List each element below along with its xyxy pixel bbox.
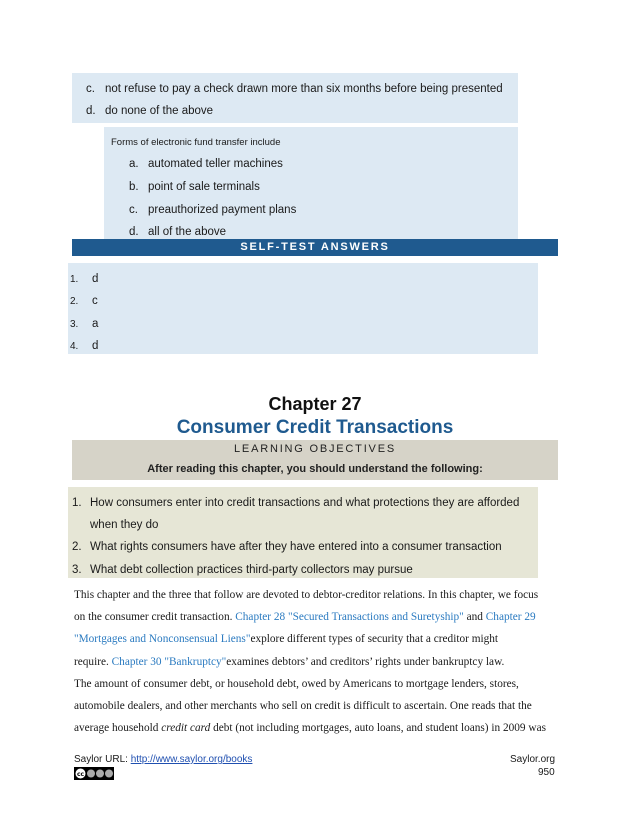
- body-line: automobile dealers, and other merchants who sell on credit is difficult to ascertain. One reads that the: [74, 700, 532, 712]
- chapter-number: Chapter 27: [268, 394, 362, 414]
- learning-objectives-intro: After reading this chapter, you should understand the following:: [147, 463, 483, 475]
- chapter-29-link-continued[interactable]: "Mortgages and Nonconsensual Liens": [74, 633, 251, 645]
- option-text: preauthorized payment plans: [148, 204, 297, 216]
- footer-source: [74, 754, 252, 765]
- objective-text: What rights consumers have after they have entered into a consumer transaction: [90, 541, 502, 553]
- body-text: examines debtors’ and creditors’ rights under bankruptcy law.: [226, 656, 505, 668]
- answer-value: c: [92, 295, 98, 307]
- body-line: [74, 611, 536, 623]
- option-text: automated teller machines: [148, 158, 283, 170]
- option-letter: d.: [86, 105, 96, 117]
- answer-number: 3.: [70, 319, 79, 330]
- body-text: require.: [74, 656, 112, 668]
- answer-value: d: [92, 340, 99, 352]
- learning-objectives-header: [72, 440, 558, 480]
- body-text: and: [463, 611, 486, 623]
- self-test-answers-box: [68, 263, 538, 354]
- objective-text: How consumers enter into credit transactions and what protections they are afforded: [90, 497, 520, 509]
- svg-text:cc: cc: [76, 771, 85, 778]
- footer-label: Saylor URL:: [74, 754, 131, 765]
- question-stem: Forms of electronic fund transfer include: [111, 137, 281, 148]
- saylor-url-link[interactable]: http://www.saylor.org/books: [130, 754, 253, 765]
- cc-license-icon: [74, 767, 114, 780]
- answer-value: a: [92, 318, 99, 330]
- option-text: do none of the above: [105, 105, 214, 117]
- body-text: on the consumer credit transaction.: [74, 611, 236, 623]
- objective-number: 2.: [72, 541, 82, 553]
- body-line: [74, 722, 546, 734]
- objective-text: What debt collection practices third-party collectors may pursue: [90, 564, 413, 576]
- objective-number: 3.: [72, 564, 82, 576]
- option-text: all of the above: [148, 226, 227, 238]
- body-line: The amount of consumer debt, or household debt, owed by Americans to mortgage lenders, stores,: [74, 678, 519, 690]
- self-test-heading: SELF-TEST ANSWERS: [72, 239, 558, 256]
- answer-number: 4.: [70, 341, 79, 352]
- body-text: explore different types of security that a creditor might: [250, 633, 499, 645]
- footer-site: Saylor.org: [510, 754, 556, 765]
- option-letter: c.: [129, 204, 138, 216]
- body-text: average household: [74, 722, 162, 734]
- option-letter: a.: [129, 158, 139, 170]
- answer-number: 1.: [70, 274, 79, 285]
- option-letter: b.: [129, 181, 139, 193]
- body-line: [74, 656, 504, 668]
- option-text: point of sale terminals: [148, 181, 260, 193]
- answer-value: d: [92, 273, 99, 285]
- option-text: not refuse to pay a check drawn more than six months before being presented: [105, 83, 503, 95]
- chapter-title: Consumer Credit Transactions: [176, 417, 454, 438]
- chapter-29-link[interactable]: Chapter 29: [485, 611, 536, 623]
- objective-text: when they do: [90, 519, 159, 531]
- objective-number: 1.: [72, 497, 82, 509]
- emphasis-text: credit card: [161, 722, 211, 734]
- learning-objectives-heading: LEARNING OBJECTIVES: [234, 443, 396, 455]
- body-line: [74, 633, 498, 645]
- chapter-30-link[interactable]: Chapter 30 "Bankruptcy": [111, 656, 227, 668]
- answer-number: 2.: [70, 296, 79, 307]
- chapter-28-link[interactable]: Chapter 28 "Secured Transactions and Suretyship": [235, 611, 464, 623]
- page-number: 950: [538, 767, 555, 778]
- body-text: debt (not including mortgages, auto loans, and student loans) in 2009 was: [210, 722, 546, 734]
- option-letter: c.: [86, 83, 95, 95]
- option-letter: d.: [129, 226, 139, 238]
- body-line: This chapter and the three that follow are devoted to debtor-creditor relations. In this chapter, we focus: [74, 589, 539, 601]
